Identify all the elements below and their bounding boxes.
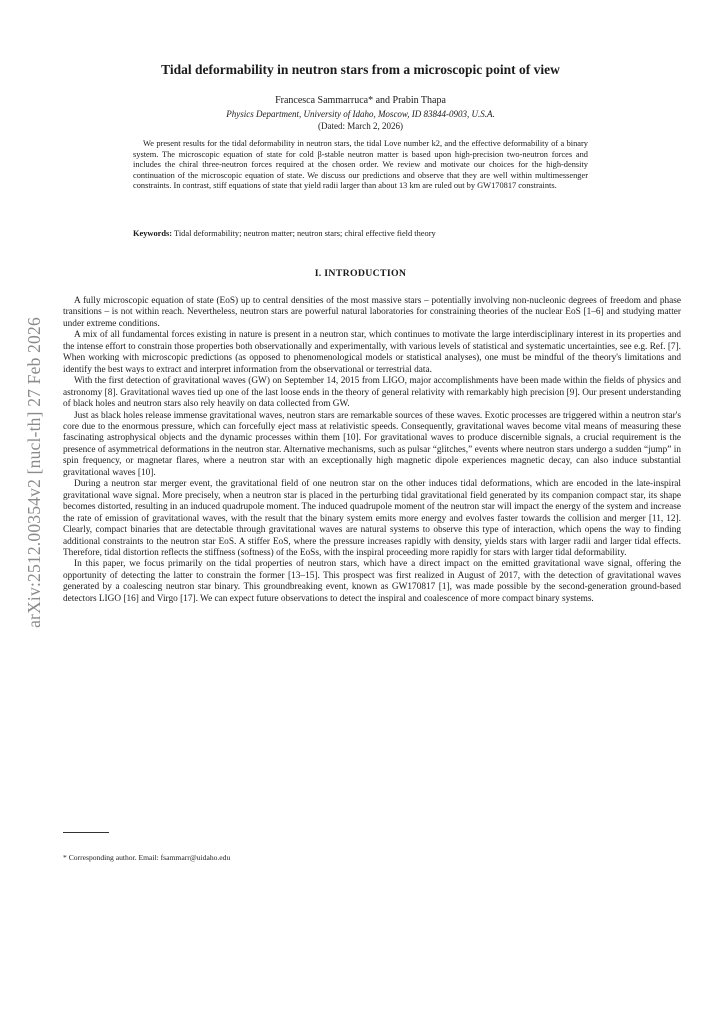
paragraph: During a neutron star merger event, the gravitational field of one neutron star on the other induces tidal deformations, which are encoded in the late-inspiral gravitational wave signal. More precisely, when a neutron star is placed in the perturbing tidal gravitational field generated by its companion compact star, its shape becomes distorted, resulting in an induced quadrupole moment. The induced quadrupole moment of the neutron star will impact the energy of the system and increase the rate of emission of gravitational waves, with the result that the binary system emits more energy and evolves faster towards the collision and merger [11, 12]. Clearly, compact binaries that are detectable through gravitational waves are natural systems to observe this type of interaction, which opens the way to finding additional constraints to the neutron star EoS. A stiffer EoS, where the pressure increases rapidly with density, yields stars with larger radii and larger tidal effects. Therefore, tidal distortion reflects the stiffness (softness) of the EoSs, with the inspiral proceeding more rapidly for stars with larger tidal deformability. xyxy=(63,479,681,558)
paper-date: (Dated: March 2, 2026) xyxy=(318,121,403,131)
paper-title: Tidal deformability in neutron stars from a microscopic point of view xyxy=(161,62,560,77)
paragraph: With the first detection of gravitational waves (GW) on September 14, 2015 from LIGO, major accomplishments have been made within the fields of physics and astronomy [8]. Gravitational waves tied up one of the last loose ends in the theory of general relativity with remarkably high precision [9]. Our present understanding of black holes and neutron stars also rely heavily on data collected from GW. xyxy=(63,376,681,410)
paper-affiliation: Physics Department, University of Idaho, Moscow, ID 83844-0903, U.S.A. xyxy=(226,109,495,119)
arxiv-identifier xyxy=(20,292,48,652)
abstract: We present results for the tidal deformability in neutron stars, the tidal Love number k2, and the effective deformability of a binary system. The microscopic equation of state for cold β-stable neutron matter is based upon high-precision two-neutron forces and includes the chiral three-neutron forces required at the chosen order. We review and motivate our choices for the high-density continuation of the microscopic equation of state. We discuss our predictions and observe that they are well within multimessenger constraints. In contrast, stiff equations of state that yield radii larger than about 13 km are ruled out by GW170817 constraints. xyxy=(133,139,588,191)
section-heading-introduction: I. INTRODUCTION xyxy=(314,268,407,279)
arxiv-id-text: arXiv:2512.00354v2 [nucl-th] 27 Feb 2026 xyxy=(23,316,44,628)
paragraph: A mix of all fundamental forces existing in nature is present in a neutron star, which continues to motivate the large interdisciplinary interest in its properties and the intense effort to constrain those properties both observationally and experimentally, with various levels of statistical and systematic uncertainties, see e.g. Ref. [7]. When working with microscopic predictions (as opposed to phenomenological models or statistical analyses), one must be mindful of the theory's limitations and identify the best ways to extract and interpret information from the observational or terrestrial data. xyxy=(63,330,681,375)
keywords-text: Tidal deformability; neutron matter; neutron stars; chiral effective field theory xyxy=(174,229,436,238)
body-text xyxy=(63,296,681,605)
paper-authors: Francesca Sammarruca* and Prabin Thapa xyxy=(275,95,446,106)
footnote-rule xyxy=(63,832,109,833)
paragraph: Just as black holes release immense gravitational waves, neutron stars are remarkable sources of these waves. Exotic processes are triggered within a neutron star's core due to the enormous pressure, which can forcefully eject mass at relativistic speeds. Consequently, gravitational waves become vital means of measuring these fascinating astrophysical objects and the dynamic processes within them [10]. For gravitational waves to produce discernible signals, a crucial requirement is the presence of asymmetrical deformations in the neutron star. Alternative mechanisms, such as pulsar “glitches,” events where neutron stars undergo a sudden “jump” in spin frequency, or magnetar flares, where a neutron star with an exceptionally high magnetic dipole experiences magnetic decay, can also induce substantial gravitational waves [10]. xyxy=(63,410,681,478)
paragraph: In this paper, we focus primarily on the tidal properties of neutron stars, which have a direct impact on the emitted gravitational wave signal, offering the opportunity of detecting the latter to constrain the former [13–15]. This prospect was first realized in August of 2017, with the detection of gravitational waves generated by a coalescing neutron star binary. This groundbreaking event, known as GW170817 [1], was made possible by the second-generation ground-based detectors LIGO [16] and Virgo [17]. We can expect future observations to detect the inspiral and coalescence of more compact binary systems. xyxy=(63,559,681,604)
paragraph: A fully microscopic equation of state (EoS) up to central densities of the most massive stars – potentially involving non-nucleonic degrees of freedom and phase transitions – is not within reach. Nevertheless, neutron stars are powerful natural laboratories for constraining theories of the nuclear EoS [1–6] and studying matter under extreme conditions. xyxy=(63,296,681,329)
keywords xyxy=(133,229,588,240)
footnote: * Corresponding author. Email: fsammarr@uidaho.edu xyxy=(63,853,231,862)
keywords-label: Keywords: xyxy=(133,229,173,238)
